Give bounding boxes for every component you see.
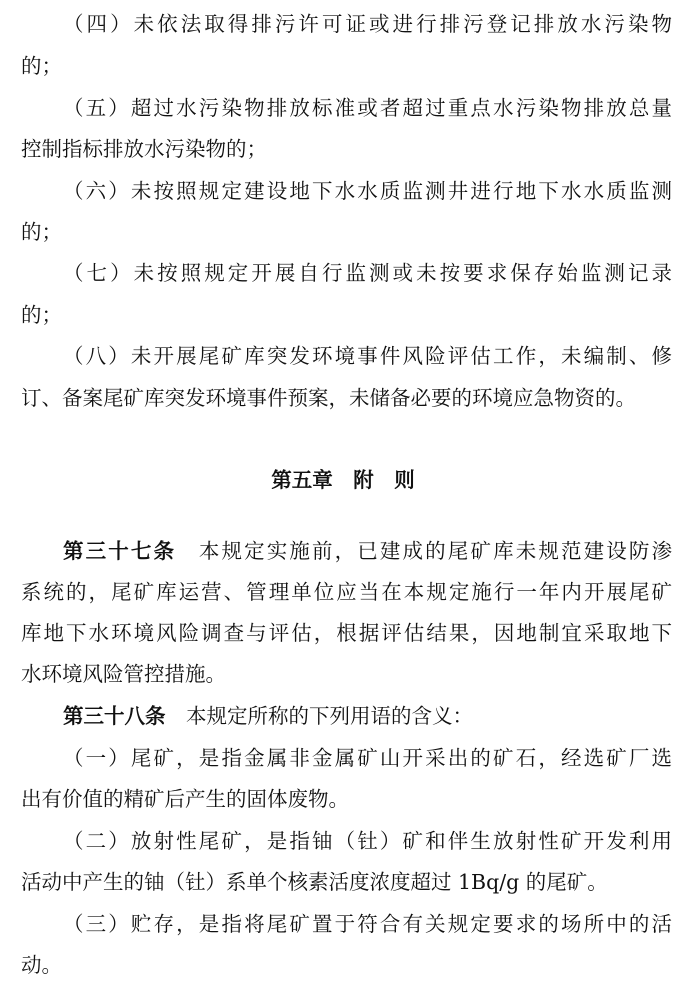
paragraph-line: 控制指标排放水污染物的； (21, 137, 267, 161)
article-text: 本规定所称的下列用语的含义： (186, 704, 473, 728)
article-text: 本规定实施前，已建成的尾矿库未规范建设防渗 (198, 539, 673, 563)
paragraph-line: 的； (21, 220, 62, 244)
chapter-heading: 第五章 附 则 (271, 468, 415, 492)
paragraph-line: 库地下水环境风险调查与评估，根据评估结果，因地制宜采取地下 (21, 621, 672, 645)
paragraph-line: 活动中产生的铀（钍）系单个核素活度浓度超过 1Bq/g 的尾矿。 (21, 870, 608, 894)
paragraph-line: （八）未开展尾矿库突发环境事件风险评估工作，未编制、修 (63, 344, 672, 368)
article-37-line (21, 531, 672, 573)
paragraph-line: 动。 (21, 953, 62, 977)
paragraph-line: 系统的，尾矿库运营、管理单位应当在本规定施行一年内开展尾矿 (21, 580, 672, 604)
article-38-line (21, 696, 672, 738)
article-label: 第三十八条 (63, 704, 166, 728)
paragraph-line: 的； (21, 54, 62, 78)
paragraph-line: 出有价值的精矿后产生的固体废物。 (21, 787, 349, 811)
paragraph-line: 订、备案尾矿库突发环境事件预案，未储备必要的环境应急物资的。 (21, 386, 636, 410)
paragraph-line: （一）尾矿，是指金属非金属矿山开采出的矿石，经选矿厂选 (63, 746, 672, 770)
paragraph-line: （五）超过水污染物排放标准或者超过重点水污染物排放总量 (63, 96, 672, 120)
article-label: 第三十七条 (63, 539, 177, 563)
paragraph-line: （四）未依法取得排污许可证或进行排污登记排放水污染物 (63, 12, 672, 36)
paragraph-line: 的； (21, 303, 62, 327)
paragraph-line: （三）贮存，是指将尾矿置于符合有关规定要求的场所中的活 (63, 912, 672, 936)
paragraph-line: （二）放射性尾矿，是指铀（钍）矿和伴生放射性矿开发利用 (63, 829, 672, 853)
paragraph-line: （七）未按照规定开展自行监测或未按要求保存始监测记录 (63, 261, 672, 285)
paragraph-line: 水环境风险管控措施。 (21, 662, 226, 686)
paragraph-line: （六）未按照规定建设地下水水质监测井进行地下水水质监测 (63, 179, 672, 203)
